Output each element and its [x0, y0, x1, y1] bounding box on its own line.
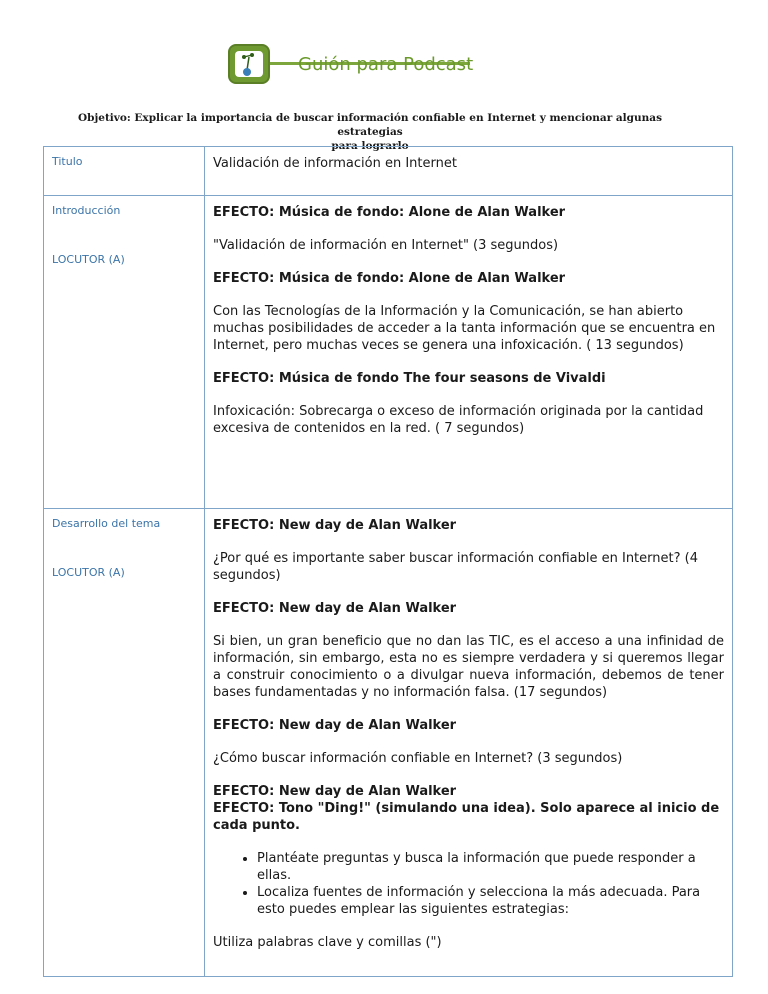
narration-paragraph: Con las Tecnologías de la Información y la Comunicación, se han abierto muchas posibilidades de acceder a la tanta información que se encuentra en Internet, pero muchas veces se genera una infoxicación. ( 13 segundos) [213, 304, 716, 353]
list-item: • Plantéate preguntas y busca la información que puede responder a ellas. [257, 850, 724, 884]
narration-paragraph: ¿Por qué es importante saber buscar información confiable en Internet? (4 segundos) [213, 551, 698, 583]
strategy-list [213, 850, 724, 918]
sound-effect-cue: EFECTO: New day de Alan Walker [213, 518, 457, 533]
row-label-desarrollo [44, 509, 205, 977]
row-label-introduccion [44, 196, 205, 509]
label-text: Introducción [52, 204, 121, 217]
speaker-label: LOCUTOR (A) [52, 566, 125, 579]
podcast-script-table [43, 146, 733, 977]
sound-effect-cue: EFECTO: Tono "Ding!" (simulando una idea). Solo aparece al inicio de cada punto. [213, 801, 720, 833]
table-row-titulo [44, 147, 733, 196]
document-title: Guión para Podcast [298, 54, 474, 75]
label-text: Titulo [52, 155, 83, 168]
document-header [0, 0, 768, 100]
narration-paragraph: Infoxicación: Sobrecarga o exceso de información originada por la cantidad excesiva de contenidos en la red. ( 7 segundos) [213, 404, 704, 436]
podcast-microphone-icon [228, 44, 270, 84]
sound-effect-cue: EFECTO: Música de fondo The four seasons de Vivaldi [213, 371, 606, 386]
row-value-introduccion [205, 196, 733, 509]
objective-line-2: para lograrlo [331, 140, 409, 152]
narration-paragraph: "Validación de información en Internet" (3 segundos) [213, 238, 559, 253]
sound-effect-cue: EFECTO: Música de fondo: Alone de Alan Walker [213, 271, 566, 286]
speaker-label: LOCUTOR (A) [52, 253, 125, 266]
table-row-introduccion [44, 196, 733, 509]
row-value-titulo: Validación de información en Internet [205, 147, 733, 196]
objective-line-1: Objetivo: Explicar la importancia de buscar información confiable en Internet y mencionar algunas estrategias [77, 112, 663, 138]
sound-effect-cue: EFECTO: New day de Alan Walker [213, 718, 457, 733]
row-value-desarrollo [205, 509, 733, 977]
table-row-desarrollo [44, 509, 733, 977]
narration-paragraph: ¿Cómo buscar información confiable en Internet? (3 segundos) [213, 751, 623, 766]
label-text: Desarrollo del tema [52, 517, 161, 530]
sound-effect-cue: EFECTO: Música de fondo: Alone de Alan Walker [213, 205, 566, 220]
sound-effect-cue: EFECTO: New day de Alan Walker [213, 601, 457, 616]
list-item: • Localiza fuentes de información y selecciona la más adecuada. Para esto puedes emplear las siguientes estrategias: [257, 884, 724, 918]
narration-paragraph: Utiliza palabras clave y comillas (") [213, 935, 442, 950]
sound-effect-cue: EFECTO: New day de Alan Walker [213, 784, 457, 799]
row-label-titulo [44, 147, 205, 196]
narration-paragraph: Si bien, un gran beneficio que no dan las TIC, es el acceso a una infinidad de información, sin embargo, esta no es siempre verdadera y si queremos llegar a construir conocimiento o a divulgar nueva información, debemos de tener bases fundamentadas y no información falsa. (17 segundos) [213, 634, 724, 700]
